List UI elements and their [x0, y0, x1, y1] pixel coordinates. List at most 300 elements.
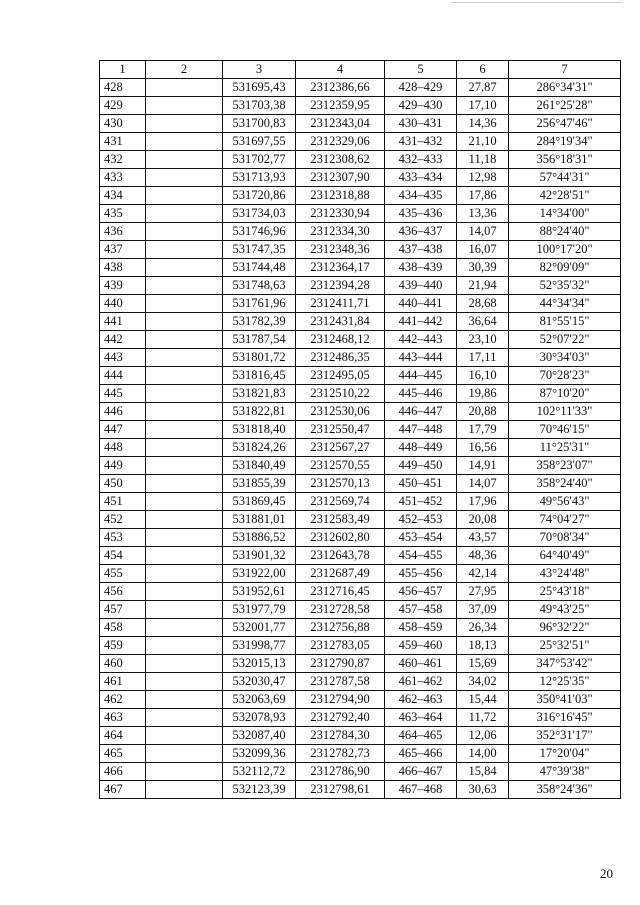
- table-cell: 356°18'31": [509, 151, 621, 169]
- table-cell: 17,79: [457, 421, 509, 439]
- table-row: [100, 655, 621, 673]
- table-cell: 455: [100, 565, 146, 583]
- table-cell: 20,88: [457, 403, 509, 421]
- table-row: [100, 457, 621, 475]
- table-cell: 11°25'31": [509, 439, 621, 457]
- table-cell: [146, 763, 223, 781]
- table-cell: 464–465: [385, 727, 457, 745]
- table-cell: 30°34'03": [509, 349, 621, 367]
- table-cell: 461–462: [385, 673, 457, 691]
- table-cell: 18,13: [457, 637, 509, 655]
- table-cell: 532078,93: [223, 709, 296, 727]
- table-cell: 2312307,90: [296, 169, 385, 187]
- table-cell: 2312716,45: [296, 583, 385, 601]
- table-row: [100, 241, 621, 259]
- table-cell: [146, 187, 223, 205]
- table-cell: 34,02: [457, 673, 509, 691]
- table-cell: 2312530,06: [296, 403, 385, 421]
- table-row: [100, 187, 621, 205]
- table-cell: 2312343,04: [296, 115, 385, 133]
- table-cell: 428: [100, 79, 146, 97]
- table-cell: [146, 637, 223, 655]
- table-row: [100, 169, 621, 187]
- table-cell: 444: [100, 367, 146, 385]
- table-cell: 36,64: [457, 313, 509, 331]
- table-cell: 457–458: [385, 601, 457, 619]
- table-cell: 441–442: [385, 313, 457, 331]
- table-cell: 20,08: [457, 511, 509, 529]
- table-cell: 531855,39: [223, 475, 296, 493]
- table-cell: 531695,43: [223, 79, 296, 97]
- table-cell: 531697,55: [223, 133, 296, 151]
- table-cell: 531734,03: [223, 205, 296, 223]
- table-row: [100, 259, 621, 277]
- table-cell: 15,44: [457, 691, 509, 709]
- table-cell: 2312570,55: [296, 457, 385, 475]
- table-cell: [146, 601, 223, 619]
- table-cell: 440: [100, 295, 146, 313]
- table-cell: 431: [100, 133, 146, 151]
- table-cell: 2312687,49: [296, 565, 385, 583]
- table-row: [100, 781, 621, 799]
- table-cell: 13,36: [457, 205, 509, 223]
- table-row: [100, 367, 621, 385]
- table-cell: 531886,52: [223, 529, 296, 547]
- table-cell: [146, 781, 223, 799]
- table-cell: 286°34'31": [509, 79, 621, 97]
- table-cell: 438: [100, 259, 146, 277]
- table-cell: 532112,72: [223, 763, 296, 781]
- table-cell: 16,10: [457, 367, 509, 385]
- table-row: [100, 115, 621, 133]
- table-cell: 531818,40: [223, 421, 296, 439]
- table-cell: 446: [100, 403, 146, 421]
- table-cell: 12,98: [457, 169, 509, 187]
- table-cell: 434–435: [385, 187, 457, 205]
- table-cell: [146, 367, 223, 385]
- table-cell: [146, 475, 223, 493]
- table-cell: 30,63: [457, 781, 509, 799]
- table-cell: 531747,35: [223, 241, 296, 259]
- table-cell: 442: [100, 331, 146, 349]
- table-cell: 64°40'49": [509, 547, 621, 565]
- table-cell: 261°25'28": [509, 97, 621, 115]
- table-cell: 256°47'46": [509, 115, 621, 133]
- table-cell: 452: [100, 511, 146, 529]
- table-cell: [146, 277, 223, 295]
- table-cell: 430: [100, 115, 146, 133]
- table-cell: 2312790,87: [296, 655, 385, 673]
- table-cell: 531977,79: [223, 601, 296, 619]
- table-cell: 25°32'51": [509, 637, 621, 655]
- table-cell: 43°24'48": [509, 565, 621, 583]
- table-cell: 16,07: [457, 241, 509, 259]
- table-row: [100, 745, 621, 763]
- table-cell: [146, 241, 223, 259]
- table-row: [100, 727, 621, 745]
- table-cell: 52°07'22": [509, 331, 621, 349]
- table-cell: 432–433: [385, 151, 457, 169]
- header-cell: 4: [296, 61, 385, 79]
- table-cell: [146, 313, 223, 331]
- table-cell: 531702,77: [223, 151, 296, 169]
- table-cell: 433: [100, 169, 146, 187]
- table-cell: 25°43'18": [509, 583, 621, 601]
- coordinates-table: [99, 60, 621, 799]
- table-cell: 446–447: [385, 403, 457, 421]
- table-cell: 2312308,62: [296, 151, 385, 169]
- table-cell: 531746,96: [223, 223, 296, 241]
- table-cell: 12°25'35": [509, 673, 621, 691]
- table-cell: 14,07: [457, 475, 509, 493]
- table-cell: 444–445: [385, 367, 457, 385]
- table-cell: 436–437: [385, 223, 457, 241]
- table-cell: 2312329,06: [296, 133, 385, 151]
- table-cell: 531801,72: [223, 349, 296, 367]
- table-cell: 74°04'27": [509, 511, 621, 529]
- table-cell: 100°17'20": [509, 241, 621, 259]
- table-row: [100, 313, 621, 331]
- table-row: [100, 385, 621, 403]
- table-cell: 460–461: [385, 655, 457, 673]
- table-header-row: [100, 61, 621, 79]
- table-cell: 441: [100, 313, 146, 331]
- table-cell: 102°11'33": [509, 403, 621, 421]
- table-row: [100, 547, 621, 565]
- table-row: [100, 79, 621, 97]
- table-cell: [146, 223, 223, 241]
- table-cell: 14,91: [457, 457, 509, 475]
- table-cell: 532123,39: [223, 781, 296, 799]
- table-cell: 21,10: [457, 133, 509, 151]
- table-cell: 531713,93: [223, 169, 296, 187]
- table-cell: 284°19'34": [509, 133, 621, 151]
- table-cell: 443–444: [385, 349, 457, 367]
- table-cell: 463: [100, 709, 146, 727]
- table-row: [100, 97, 621, 115]
- table-cell: [146, 655, 223, 673]
- table-cell: 531821,83: [223, 385, 296, 403]
- table-row: [100, 601, 621, 619]
- table-cell: 87°10'20": [509, 385, 621, 403]
- table-cell: 531782,39: [223, 313, 296, 331]
- table-cell: 12,06: [457, 727, 509, 745]
- table-cell: 428–429: [385, 79, 457, 97]
- table-cell: 532015,13: [223, 655, 296, 673]
- table-cell: 17°20'04": [509, 745, 621, 763]
- table-cell: 449–450: [385, 457, 457, 475]
- table-cell: 42,14: [457, 565, 509, 583]
- table-row: [100, 205, 621, 223]
- table-cell: 28,68: [457, 295, 509, 313]
- table-cell: [146, 745, 223, 763]
- table-cell: 15,84: [457, 763, 509, 781]
- table-cell: 2312394,28: [296, 277, 385, 295]
- table-row: [100, 493, 621, 511]
- table-cell: [146, 385, 223, 403]
- table-cell: 30,39: [457, 259, 509, 277]
- table-cell: 456: [100, 583, 146, 601]
- table-cell: 70°08'34": [509, 529, 621, 547]
- table-cell: 48,36: [457, 547, 509, 565]
- table-cell: 19,86: [457, 385, 509, 403]
- table-cell: 2312330,94: [296, 205, 385, 223]
- table-cell: 531816,45: [223, 367, 296, 385]
- table-cell: 2312784,30: [296, 727, 385, 745]
- table-cell: 17,10: [457, 97, 509, 115]
- table-cell: 316°16'45": [509, 709, 621, 727]
- table-row: [100, 349, 621, 367]
- table-cell: 2312486,35: [296, 349, 385, 367]
- table-cell: 2312567,27: [296, 439, 385, 457]
- table-cell: 531952,61: [223, 583, 296, 601]
- table-row: [100, 133, 621, 151]
- table-row: [100, 565, 621, 583]
- table-cell: 11,72: [457, 709, 509, 727]
- table-cell: 429–430: [385, 97, 457, 115]
- table-cell: 2312794,90: [296, 691, 385, 709]
- table-cell: 2312348,36: [296, 241, 385, 259]
- table-cell: 458: [100, 619, 146, 637]
- table-cell: 17,86: [457, 187, 509, 205]
- table-cell: [146, 349, 223, 367]
- header-cell: 2: [146, 61, 223, 79]
- table-cell: 70°28'23": [509, 367, 621, 385]
- table-cell: 464: [100, 727, 146, 745]
- table-cell: 2312386,66: [296, 79, 385, 97]
- table-cell: 439: [100, 277, 146, 295]
- table-cell: 531998,77: [223, 637, 296, 655]
- table-cell: 88°24'40": [509, 223, 621, 241]
- table-cell: 451: [100, 493, 146, 511]
- table-cell: 434: [100, 187, 146, 205]
- table-cell: 531720,86: [223, 187, 296, 205]
- table-cell: 448–449: [385, 439, 457, 457]
- table-cell: 435–436: [385, 205, 457, 223]
- table-cell: 436: [100, 223, 146, 241]
- header-cell: 1: [100, 61, 146, 79]
- header-cell: 3: [223, 61, 296, 79]
- table-row: [100, 331, 621, 349]
- table-cell: 16,56: [457, 439, 509, 457]
- table-cell: 429: [100, 97, 146, 115]
- table-cell: 467: [100, 781, 146, 799]
- table-cell: 44°34'34": [509, 295, 621, 313]
- table-cell: 70°46'15": [509, 421, 621, 439]
- table-cell: 2312583,49: [296, 511, 385, 529]
- table-cell: 11,18: [457, 151, 509, 169]
- table-cell: 49°56'43": [509, 493, 621, 511]
- table-cell: 459: [100, 637, 146, 655]
- table-cell: 447–448: [385, 421, 457, 439]
- table-cell: 458–459: [385, 619, 457, 637]
- table-cell: [146, 259, 223, 277]
- table-cell: 2312569,74: [296, 493, 385, 511]
- table-cell: 347°53'42": [509, 655, 621, 673]
- table-cell: 37,09: [457, 601, 509, 619]
- table-cell: 42°28'51": [509, 187, 621, 205]
- table-cell: 352°31'17": [509, 727, 621, 745]
- table-cell: 2312364,17: [296, 259, 385, 277]
- table-cell: 466: [100, 763, 146, 781]
- table-cell: 2312643,78: [296, 547, 385, 565]
- table-cell: 532063,69: [223, 691, 296, 709]
- table-row: [100, 151, 621, 169]
- table-cell: [146, 547, 223, 565]
- table-cell: [146, 727, 223, 745]
- table-cell: 443: [100, 349, 146, 367]
- table-cell: 531761,96: [223, 295, 296, 313]
- table-cell: 435: [100, 205, 146, 223]
- table-cell: 531869,45: [223, 493, 296, 511]
- table-cell: 2312334,30: [296, 223, 385, 241]
- table-cell: 447: [100, 421, 146, 439]
- table-cell: 437: [100, 241, 146, 259]
- table-cell: [146, 439, 223, 457]
- table-cell: 531744,48: [223, 259, 296, 277]
- table-cell: 442–443: [385, 331, 457, 349]
- table-cell: 27,87: [457, 79, 509, 97]
- table-cell: [146, 205, 223, 223]
- table-cell: 454: [100, 547, 146, 565]
- header-cell: 5: [385, 61, 457, 79]
- table-cell: 23,10: [457, 331, 509, 349]
- table-cell: 350°41'03": [509, 691, 621, 709]
- table-cell: 52°35'32": [509, 277, 621, 295]
- table-cell: 467–468: [385, 781, 457, 799]
- table-cell: [146, 97, 223, 115]
- table-cell: 17,11: [457, 349, 509, 367]
- table-cell: 358°23'07": [509, 457, 621, 475]
- table-cell: 2312510,22: [296, 385, 385, 403]
- table-cell: 440–441: [385, 295, 457, 313]
- table-row: [100, 709, 621, 727]
- table-cell: 461: [100, 673, 146, 691]
- table-cell: 531840,49: [223, 457, 296, 475]
- table-cell: 82°09'09": [509, 259, 621, 277]
- table-cell: 450–451: [385, 475, 457, 493]
- table-cell: 450: [100, 475, 146, 493]
- table-cell: 452–453: [385, 511, 457, 529]
- table-cell: 2312359,95: [296, 97, 385, 115]
- table-cell: 2312756,88: [296, 619, 385, 637]
- table-cell: 451–452: [385, 493, 457, 511]
- table-cell: [146, 673, 223, 691]
- table-cell: 2312782,73: [296, 745, 385, 763]
- table-cell: 81°55'15": [509, 313, 621, 331]
- table-cell: 460: [100, 655, 146, 673]
- table-row: [100, 277, 621, 295]
- table-cell: 49°43'25": [509, 601, 621, 619]
- table-cell: 2312798,61: [296, 781, 385, 799]
- table-cell: 465–466: [385, 745, 457, 763]
- table-cell: [146, 79, 223, 97]
- table-cell: 455–456: [385, 565, 457, 583]
- table-cell: 438–439: [385, 259, 457, 277]
- table-row: [100, 421, 621, 439]
- table-cell: 358°24'40": [509, 475, 621, 493]
- page-number: 20: [600, 866, 613, 881]
- table-cell: [146, 169, 223, 187]
- table-cell: 27,95: [457, 583, 509, 601]
- table-cell: [146, 565, 223, 583]
- table-cell: [146, 295, 223, 313]
- table-cell: [146, 403, 223, 421]
- table-cell: 2312728,58: [296, 601, 385, 619]
- table-cell: 430–431: [385, 115, 457, 133]
- table-cell: 2312570,13: [296, 475, 385, 493]
- table-row: [100, 763, 621, 781]
- table-cell: [146, 115, 223, 133]
- table-cell: 531824,26: [223, 439, 296, 457]
- table-cell: [146, 529, 223, 547]
- table-cell: 439–440: [385, 277, 457, 295]
- table-row: [100, 673, 621, 691]
- table-cell: [146, 421, 223, 439]
- table-cell: [146, 583, 223, 601]
- table-cell: 462: [100, 691, 146, 709]
- table-cell: 437–438: [385, 241, 457, 259]
- table-cell: 449: [100, 457, 146, 475]
- table-cell: [146, 691, 223, 709]
- table-cell: 2312431,84: [296, 313, 385, 331]
- table-cell: 2312550,47: [296, 421, 385, 439]
- table-row: [100, 403, 621, 421]
- table-cell: 2312495,05: [296, 367, 385, 385]
- table-cell: 431–432: [385, 133, 457, 151]
- table-cell: 459–460: [385, 637, 457, 655]
- table-cell: 453–454: [385, 529, 457, 547]
- table-row: [100, 475, 621, 493]
- table-cell: [146, 619, 223, 637]
- table-cell: [146, 457, 223, 475]
- table-cell: 531901,32: [223, 547, 296, 565]
- table-cell: 26,34: [457, 619, 509, 637]
- table-cell: 2312787,58: [296, 673, 385, 691]
- table-cell: 2312602,80: [296, 529, 385, 547]
- top-rule: [452, 2, 622, 3]
- table-cell: [146, 493, 223, 511]
- table-cell: 465: [100, 745, 146, 763]
- table-cell: 454–455: [385, 547, 457, 565]
- table-row: [100, 511, 621, 529]
- table-cell: [146, 709, 223, 727]
- table-cell: 448: [100, 439, 146, 457]
- table-cell: 531700,83: [223, 115, 296, 133]
- table-cell: 456–457: [385, 583, 457, 601]
- table-cell: [146, 331, 223, 349]
- table-cell: 2312786,90: [296, 763, 385, 781]
- table-cell: 2312318,88: [296, 187, 385, 205]
- table-cell: 57°44'31": [509, 169, 621, 187]
- table-cell: 433–434: [385, 169, 457, 187]
- table-cell: 531922,00: [223, 565, 296, 583]
- table-cell: 2312411,71: [296, 295, 385, 313]
- table-cell: 14,36: [457, 115, 509, 133]
- table-row: [100, 637, 621, 655]
- table-cell: 466–467: [385, 763, 457, 781]
- table-cell: 14,07: [457, 223, 509, 241]
- table-cell: 2312783,05: [296, 637, 385, 655]
- table-cell: [146, 511, 223, 529]
- table-cell: 531881,01: [223, 511, 296, 529]
- table-row: [100, 223, 621, 241]
- table-cell: 462–463: [385, 691, 457, 709]
- table-cell: 21,94: [457, 277, 509, 295]
- table-cell: 532099,36: [223, 745, 296, 763]
- coordinates-table-body: [100, 61, 621, 799]
- table-cell: 14,00: [457, 745, 509, 763]
